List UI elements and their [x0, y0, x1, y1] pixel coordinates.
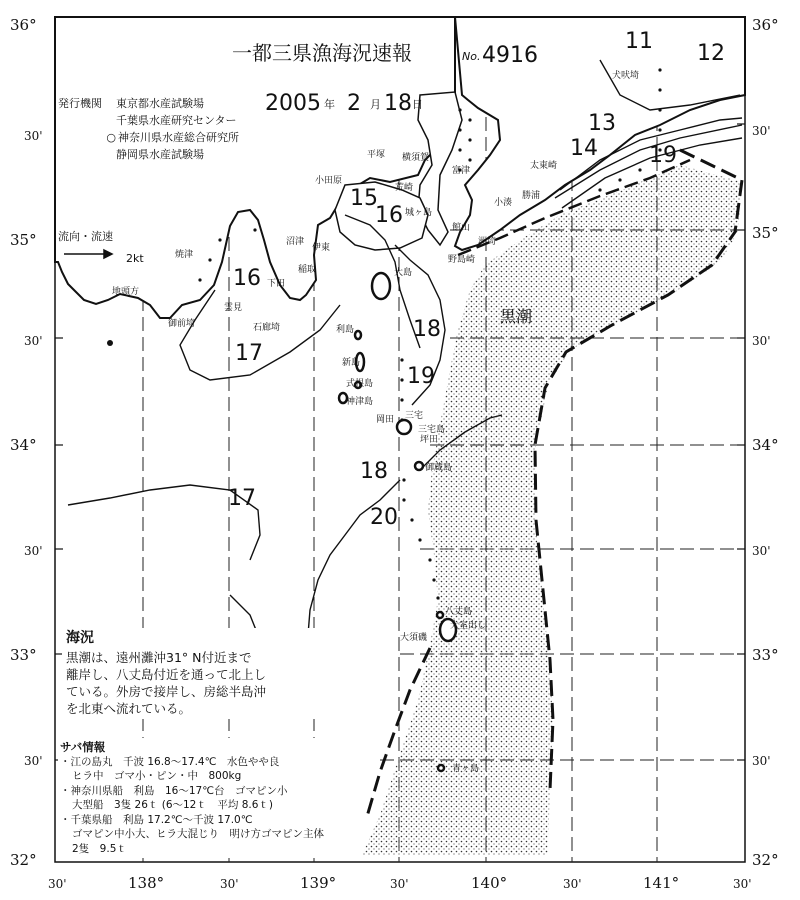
isotherm-label: 17: [235, 341, 263, 366]
sea-condition-line: ている。外房で接岸し、房総半島沖: [66, 684, 267, 699]
issuer-org: 静岡県水産試験場: [116, 148, 204, 161]
issuer-org: 東京都水産試験場: [116, 97, 204, 110]
map-title: 一都三県漁海況速報: [232, 41, 412, 65]
place-label: 大島: [394, 268, 413, 278]
lon-label-3: 139°: [300, 874, 337, 892]
place-label: 三宅島: [418, 425, 446, 435]
isotherm-label: 14: [570, 136, 598, 161]
lon-label-1: 138°: [128, 874, 165, 892]
lat-33-left: 33°: [10, 646, 37, 664]
sea-condition-line: 黒潮は、遠州灘沖31° N付近まで: [66, 650, 252, 665]
lon-label-4: 30': [390, 877, 409, 891]
place-label: 岡田: [376, 415, 395, 425]
mackerel-info-line: ゴマピン中小大、ヒラ大混じり 明け方ゴマピン主体: [72, 828, 324, 840]
place-label: 下田: [267, 279, 286, 289]
place-label: 利島: [336, 325, 355, 335]
place-label: 青ヶ島: [452, 764, 480, 774]
place-label: 館山: [452, 223, 471, 233]
place-label: 小田原: [315, 176, 343, 186]
mackerel-info-line: 大型船 3隻 26ｔ (6～12ｔ 平均 8.6ｔ): [72, 799, 273, 811]
isotherm-label: 19: [407, 364, 435, 389]
place-label: 式根島: [346, 379, 374, 389]
place-label: 富津: [452, 166, 471, 176]
lat-3430-right: 30': [752, 334, 771, 348]
isotherm-label: 16: [233, 266, 261, 291]
kuroshio-label: 黒潮: [500, 307, 533, 326]
date-month: 2: [347, 91, 361, 116]
sea-condition-title: 海況: [66, 630, 94, 646]
lat-3330-right: 30': [752, 544, 771, 558]
place-label: 小湊: [494, 198, 513, 208]
circle-marker-icon: ○: [106, 131, 116, 144]
current-legend-speed: 2kt: [126, 252, 144, 265]
date-day: 18: [384, 91, 412, 116]
place-label: 御前埼: [168, 319, 196, 329]
place-label: 地頭方: [112, 287, 140, 297]
place-label: 新島: [342, 358, 361, 368]
place-label: 洲埼: [478, 237, 497, 247]
issuer-org: 千葉県水産研究センター: [116, 114, 237, 127]
date-year: 2005: [265, 91, 321, 116]
place-label: 大須磯: [400, 633, 428, 643]
isotherm-label: 15: [350, 186, 378, 211]
place-label: 焼津: [175, 250, 194, 260]
mackerel-info-line: ヒラ中 ゴマ小・ピン・中 800kg: [72, 770, 242, 782]
place-label: 横須賀: [402, 153, 430, 163]
lat-33-right: 33°: [752, 646, 779, 664]
lat-3230-right: 30': [752, 754, 771, 768]
lat-35-left: 35°: [10, 231, 37, 249]
lat-36-left: 36°: [10, 16, 37, 34]
lon-label-5: 140°: [471, 874, 508, 892]
lon-label-8: 30': [733, 877, 752, 891]
mackerel-info: [58, 738, 362, 858]
lat-3530-right: 30': [752, 124, 771, 138]
lat-36-right: 36°: [752, 16, 779, 34]
lon-label-2: 30': [220, 877, 239, 891]
place-label: 平塚: [367, 150, 386, 160]
lat-34-right: 34°: [752, 436, 779, 454]
lon-label-0: 30': [48, 877, 67, 891]
place-label: 御蔵島: [425, 463, 453, 473]
lat-3530-left: 30': [24, 129, 43, 143]
issue-no: 4916: [482, 43, 538, 68]
isotherm-label: 19: [649, 143, 677, 168]
mackerel-info-line: ・千葉県船 利島 17.2℃～千波 17.0℃: [60, 813, 253, 826]
lon-label-7: 141°: [643, 874, 680, 892]
mackerel-info-line: 2隻 9.5ｔ: [72, 842, 127, 855]
lat-3430-left: 30': [24, 334, 43, 348]
place-label: 沼津: [286, 237, 305, 247]
place-label: 城ヶ島: [405, 208, 433, 218]
mackerel-info-line: ・江の島丸 千波 16.8～17.4℃ 水色やや良: [60, 755, 280, 768]
place-label: 勝浦: [522, 191, 541, 201]
sea-condition-line: 離岸し、八丈島付近を通って北上し: [66, 667, 267, 682]
mackerel-info-title: サバ情報: [60, 740, 106, 754]
sea-condition-line: を北東へ流れている。: [66, 701, 192, 716]
lat-3230-left: 30': [24, 754, 43, 768]
current-legend-title: 流向・流速: [58, 230, 113, 243]
isotherm-label: 20: [370, 505, 398, 530]
issuer-org: 神奈川県水産総合研究所: [118, 131, 239, 144]
issuer-block: [58, 95, 258, 163]
place-label: 野島崎: [448, 255, 476, 265]
date-month-unit: 月: [370, 98, 381, 111]
place-label: 稲取: [298, 265, 317, 275]
lat-32-right: 32°: [752, 851, 779, 869]
sea-condition-notes: [62, 628, 318, 719]
place-label: 三宅: [405, 411, 424, 421]
place-label: 八丈島: [445, 607, 473, 617]
place-label: 荒崎: [395, 183, 414, 193]
place-label: 大室出し: [450, 621, 487, 631]
isotherm-label: 16: [375, 203, 403, 228]
isotherm-label: 12: [697, 41, 725, 66]
place-label: 石廊埼: [253, 323, 281, 333]
place-label: 神津島: [346, 397, 374, 407]
date-day-unit: 日: [412, 98, 423, 111]
isotherm-label: 11: [625, 29, 653, 54]
lat-3330-left: 30': [24, 544, 43, 558]
mackerel-info-line: ・神奈川県船 利島 16～17℃台 ゴマピン小: [60, 784, 288, 797]
place-label: 伊東: [312, 243, 331, 253]
lat-32-left: 32°: [10, 851, 37, 869]
isotherm-label: 13: [588, 111, 616, 136]
isotherm-label: 17: [228, 486, 256, 511]
lat-34-left: 34°: [10, 436, 37, 454]
place-label: 犬吠埼: [612, 71, 640, 81]
isotherm-label: 18: [360, 459, 388, 484]
lon-label-6: 30': [563, 877, 582, 891]
place-label: 雲見: [224, 303, 243, 313]
place-label: 太東崎: [530, 161, 558, 171]
issuer-label: 発行機関: [58, 97, 102, 110]
date-year-unit: 年: [324, 98, 335, 111]
isotherm-label: 18: [413, 317, 441, 342]
lat-35-right: 35°: [752, 224, 779, 242]
current-legend: [58, 228, 168, 265]
place-label: 坪田: [420, 435, 439, 445]
issue-no-label: No.: [462, 50, 481, 63]
